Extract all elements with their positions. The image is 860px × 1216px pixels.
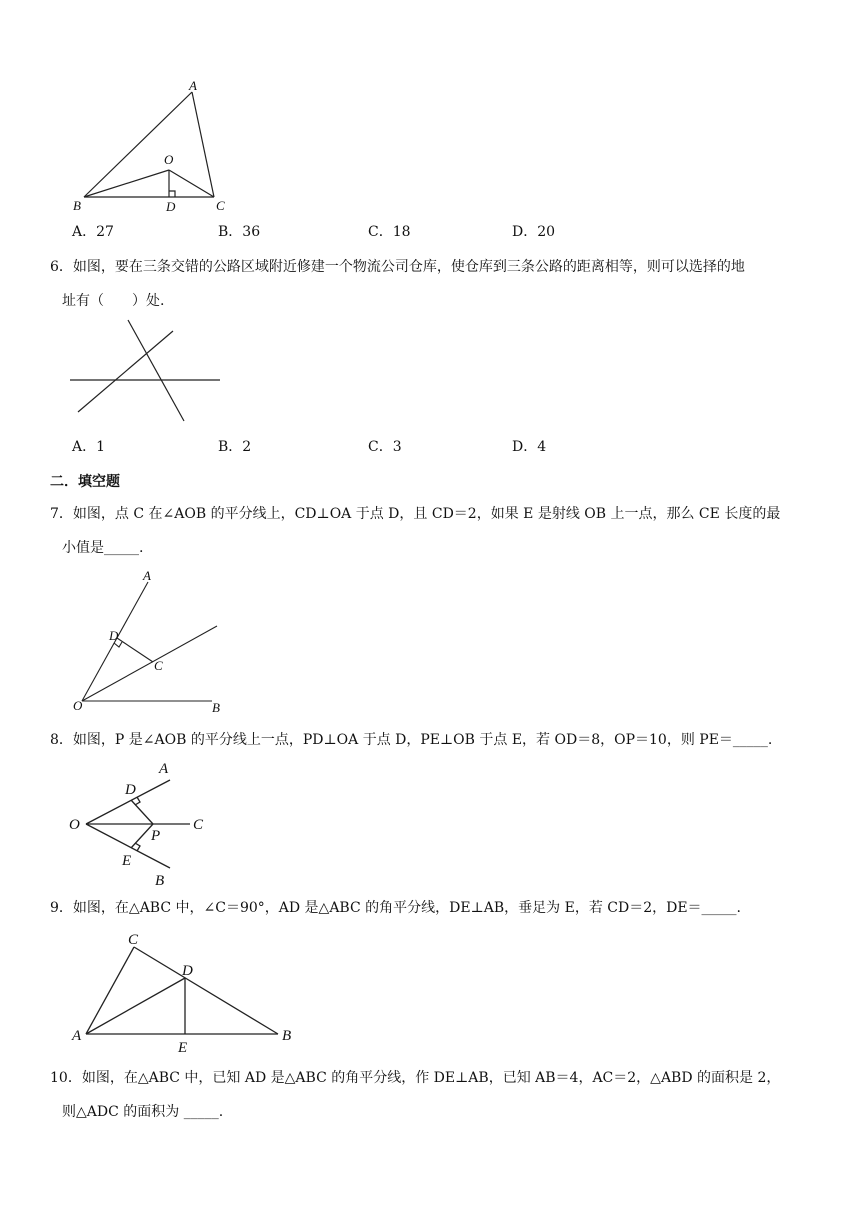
q9-text [50,891,820,925]
q10-text-line1: 如图，在△ABC 中，已知 AD 是△ABC 的角平分线，作 DE⊥AB，已知 AB＝4，AC＝2，△ABD 的面积是 2， [81,1070,781,1086]
q5-label-o: O [164,152,174,167]
q6-text-line2: 址有（ ）处. [62,293,165,309]
q10-number: 10． [50,1070,82,1086]
q5-line-ba [84,92,192,197]
q7-figure [70,570,230,715]
q7-text-line2: 小值是_____. [62,540,144,556]
q8-figure [66,758,226,888]
q6-option-a[interactable]: A．1 [72,439,106,455]
q9-figure [68,930,308,1055]
q5-right-angle-mark [169,191,175,197]
q6-option-c[interactable]: C．3 [368,439,402,455]
q5-line-ac [192,92,214,197]
q8-number: 8． [50,732,73,748]
q7-label-d: D [109,628,119,643]
q6-option-d[interactable]: D．4 [512,439,547,455]
q7-text-line1: 如图，点 C 在∠AOB 的平分线上，CD⊥OA 于点 D，且 CD＝2，如果 E 是射线 OB 上一点，那么 CE 长度的最 [72,506,781,522]
q5-option-c[interactable]: C．18 [368,224,411,240]
q10-text-line2: 则△ADC 的面积为 _____. [62,1104,224,1120]
q8-label-a: A [159,761,169,777]
q5-option-b[interactable]: B．36 [218,224,261,240]
q8-segment-ep [131,824,153,848]
q8-label-c: C [193,817,204,833]
q6-figure [70,318,230,428]
q7-label-c: C [154,658,163,673]
q8-label-o: O [69,817,80,833]
q9-label-e: E [178,1040,188,1056]
q5-option-d[interactable]: D．20 [512,224,556,240]
q8-label-b: B [155,873,165,889]
q7-label-o: O [73,698,83,713]
q8-segment-dp [131,800,153,824]
section-title-fill-blank: 二．填空题 [50,474,120,490]
q9-label-c: C [128,932,139,948]
q8-label-d: D [125,782,136,798]
q6-road-diagonal-left [78,331,173,412]
q7-segment-dc [117,638,153,662]
q5-label-a: A [189,78,197,93]
q7-label-a: A [143,568,151,583]
q5-figure [70,80,240,215]
q6-text [50,250,820,318]
q8-text [50,723,820,757]
q5-line-bo [84,170,169,197]
q8-text-line: 如图，P 是∠AOB 的平分线上一点，PD⊥OA 于点 D，PE⊥OB 于点 E，若 OD＝8，OP＝10，则 PE＝_____. [72,732,773,748]
q9-label-a: A [72,1028,82,1044]
q6-number: 6． [50,259,73,275]
q8-label-p: P [151,828,161,844]
q7-label-b: B [212,700,220,715]
q5-label-b: B [73,198,81,213]
q9-side-cb [134,947,278,1034]
q6-option-b[interactable]: B．2 [218,439,252,455]
q5-label-c: C [216,198,225,213]
q5-line-oc [169,170,214,197]
q5-label-d: D [166,199,176,214]
q7-number: 7． [50,506,73,522]
q10-text [50,1061,820,1129]
q6-road-diagonal-right [128,320,184,421]
q7-text [50,497,820,565]
q9-label-b: B [282,1028,292,1044]
q9-number: 9． [50,900,73,916]
q6-text-line1: 如图，要在三条交错的公路区域附近修建一个物流公司仓库，使仓库到三条公路的距离相等，则可以选择的地 [72,259,745,275]
q9-text-line: 如图，在△ABC 中，∠C＝90°，AD 是△ABC 的角平分线，DE⊥AB，垂足为 E，若 CD＝2，DE＝_____. [72,900,742,916]
q5-option-a[interactable]: A．27 [72,224,114,240]
q8-label-e: E [122,853,132,869]
q9-label-d: D [182,963,193,979]
